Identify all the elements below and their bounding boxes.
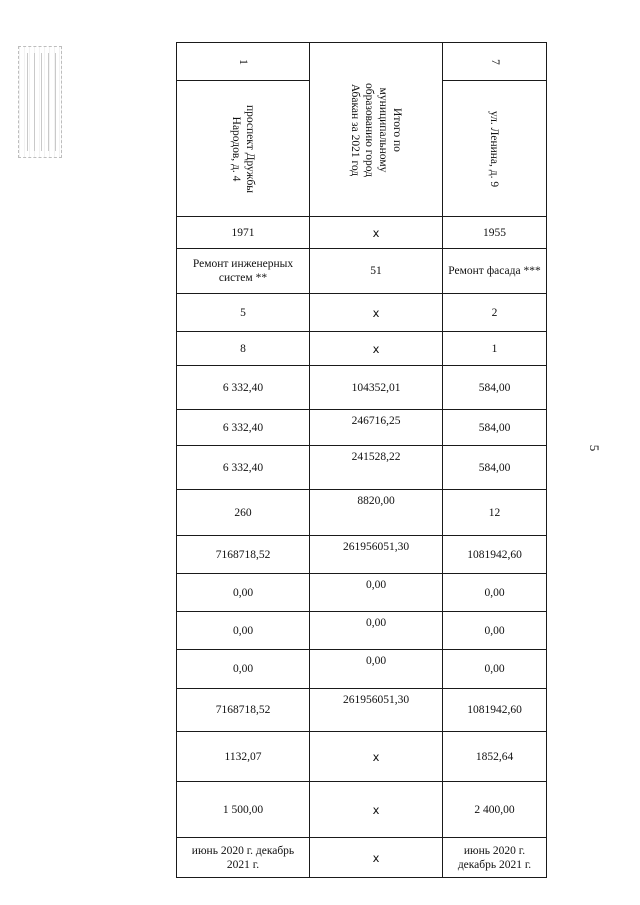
table-cell: июнь 2020 г. декабрь 2021 г. <box>443 838 547 878</box>
table-cell: 1955 <box>443 217 547 249</box>
table-cell: 6 332,40 <box>177 410 310 446</box>
table-cell: 1971 <box>177 217 310 249</box>
address-title-cell: проспект Дружбы Народов, д. 4 <box>177 81 310 217</box>
table-cell: x <box>310 732 443 782</box>
table-cell: 260 <box>177 490 310 536</box>
table-cell: 5 <box>177 294 310 332</box>
table-cell: 7168718,52 <box>177 536 310 574</box>
table-cell: 1132,07 <box>177 732 310 782</box>
table-cell: 2 <box>443 294 547 332</box>
table-cell: 0,00 <box>177 612 310 650</box>
table-cell: 584,00 <box>443 446 547 490</box>
address-title-cell: ул. Ленина, д. 9 <box>443 81 547 217</box>
table-row <box>177 217 547 249</box>
table-row <box>177 536 547 574</box>
column-number-cell: 1 <box>177 43 310 81</box>
table-row <box>177 446 547 490</box>
table-cell: 1081942,60 <box>443 536 547 574</box>
table-cell: Ремонт инженерных систем ** <box>177 249 310 294</box>
table-row <box>177 838 547 878</box>
table-cell: 0,00 <box>443 650 547 689</box>
table-cell: июнь 2020 г. декабрь 2021 г. <box>177 838 310 878</box>
table-cell: 261956051,30 <box>310 689 443 732</box>
table-cell: Ремонт фасада *** <box>443 249 547 294</box>
table-cell: 6 332,40 <box>177 446 310 490</box>
page-number: 5 <box>587 444 602 452</box>
table-cell: 584,00 <box>443 410 547 446</box>
table-cell: x <box>310 217 443 249</box>
table-row <box>177 366 547 410</box>
table-cell: 1081942,60 <box>443 689 547 732</box>
table-cell: 104352,01 <box>310 366 443 410</box>
table-row <box>177 490 547 536</box>
table-cell: 241528,22 <box>310 446 443 490</box>
column-number-cell: 7 <box>443 43 547 81</box>
table-cell: 6 332,40 <box>177 366 310 410</box>
table-row <box>177 249 547 294</box>
table-cell: 0,00 <box>310 612 443 650</box>
table-cell: 584,00 <box>443 366 547 410</box>
table-cell: 51 <box>310 249 443 294</box>
table-row <box>177 650 547 689</box>
total-column-title-cell: Итого по муниципальному образованию город Абакан за 2021 год <box>310 43 443 217</box>
table-cell: 12 <box>443 490 547 536</box>
table-cell: 1852,64 <box>443 732 547 782</box>
table-cell: x <box>310 782 443 838</box>
table-cell: 1 500,00 <box>177 782 310 838</box>
table-cell: 0,00 <box>177 650 310 689</box>
table-cell: 2 400,00 <box>443 782 547 838</box>
table-row <box>177 732 547 782</box>
table-cell: 0,00 <box>177 574 310 612</box>
table-cell: 0,00 <box>310 650 443 689</box>
column-number-row <box>177 43 547 81</box>
table-cell: 246716,25 <box>310 410 443 446</box>
table-cell: 0,00 <box>443 612 547 650</box>
table-row <box>177 294 547 332</box>
table-row <box>177 574 547 612</box>
table-cell: 261956051,30 <box>310 536 443 574</box>
table-cell: 8820,00 <box>310 490 443 536</box>
table-cell: 1 <box>443 332 547 366</box>
table-row <box>177 612 547 650</box>
table-row <box>177 332 547 366</box>
registration-stamp <box>18 46 62 158</box>
table-cell: x <box>310 294 443 332</box>
table-row <box>177 410 547 446</box>
table-cell: 0,00 <box>443 574 547 612</box>
table-row <box>177 689 547 732</box>
table-cell: 8 <box>177 332 310 366</box>
table-cell: 7168718,52 <box>177 689 310 732</box>
housing-repair-table <box>176 42 547 878</box>
table-cell: 0,00 <box>310 574 443 612</box>
table-cell: x <box>310 332 443 366</box>
table-row <box>177 782 547 838</box>
table-cell: x <box>310 838 443 878</box>
